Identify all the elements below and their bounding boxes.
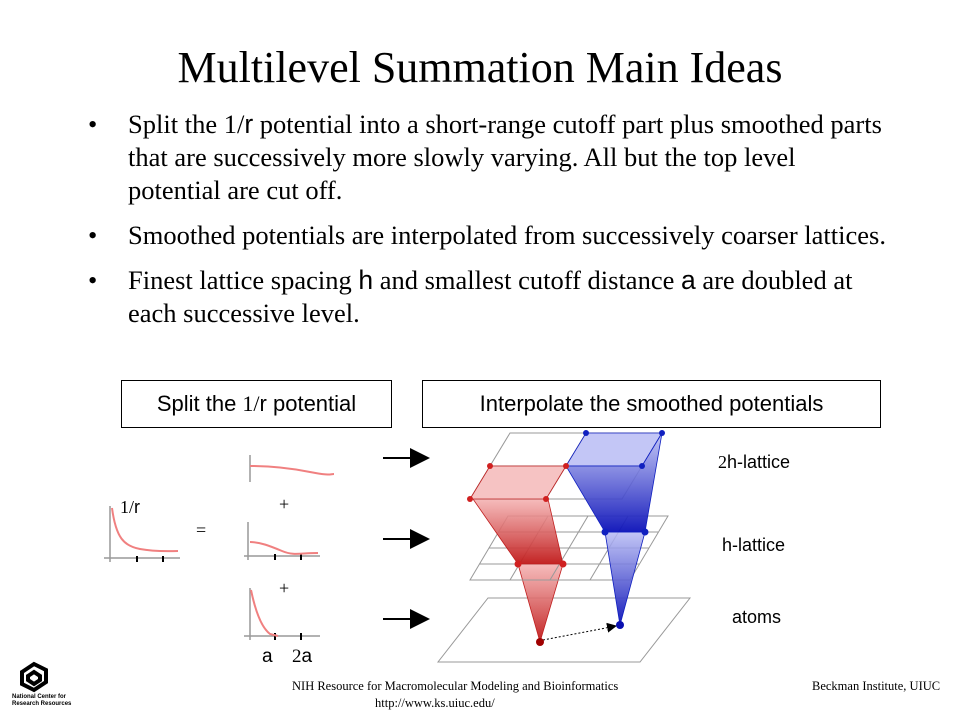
axis-label-2a: 2a (292, 646, 313, 667)
red-cone-upper (473, 499, 563, 564)
ncrr-logo (22, 664, 46, 690)
smooth-top-plot (250, 455, 334, 482)
bullet-item: • Finest lattice spacing h and smallest cutoff distance a are doubled at each successive level. (88, 265, 853, 328)
bullet-item: • Smoothed potentials are interpolated from successively coarser lattices. (88, 220, 886, 250)
level-label-2h: 2h-lattice (718, 452, 791, 472)
footer-url[interactable]: http://www.ks.uiuc.edu/ (375, 696, 495, 710)
atoms-plane (438, 598, 690, 662)
bullet-dot: • (88, 109, 98, 139)
footer-resource: NIH Resource for Macromolecular Modeling and Bioinformatics (292, 679, 619, 693)
plus-sign-1: + (279, 494, 290, 514)
level-label-atoms: atoms (732, 607, 782, 627)
one-over-r-plot (104, 506, 180, 562)
bullet-dot: • (88, 220, 98, 250)
equals-sign: = (196, 520, 207, 540)
level-label-h: h-lattice (722, 535, 786, 555)
footer-institute: Beckman Institute, UIUC (812, 679, 941, 693)
smooth-mid-plot (244, 522, 320, 560)
bullet-dot: • (88, 265, 98, 295)
red-top-cell (470, 466, 566, 499)
split-potential-box: Split the 1/r potential (121, 380, 392, 428)
logo-caption: National Center for Research Resources (12, 694, 72, 707)
slide-title: Multilevel Summation Main Ideas (177, 43, 783, 92)
interpolate-box: Interpolate the smoothed potentials (422, 380, 881, 428)
one-over-r-label: 1/r (120, 497, 141, 517)
bullet-item: • Split the 1/r potential into a short-range cutoff part plus smoothed parts that are successively more slowly varying. All but the top level potential are cut off. (88, 109, 882, 205)
plus-sign-2: + (279, 578, 290, 598)
axis-label-a: a (262, 646, 273, 667)
